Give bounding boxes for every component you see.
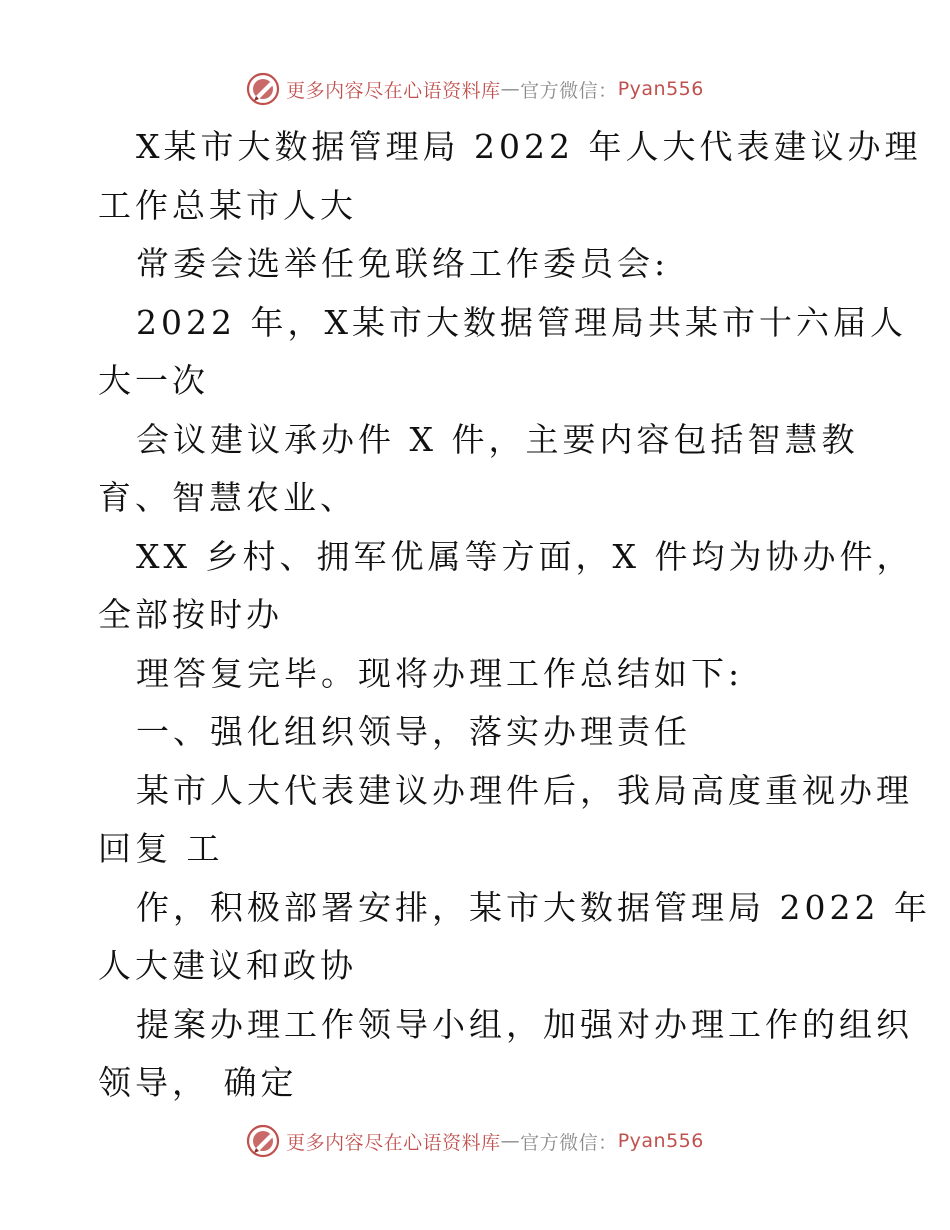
watermark-id: Pyan556 — [617, 1130, 704, 1152]
watermark-text: 更多内容尽在心语资料库 — [286, 1131, 501, 1154]
pen-seal-icon — [246, 72, 280, 106]
body-line: 大一次 — [98, 361, 209, 400]
body-line: 会议建议承办件 X 件，主要内容包括智慧教 — [136, 419, 859, 459]
body-line: 工作总某市人大 — [98, 185, 357, 225]
body-line: 2022 年，X某市大数据管理局共某市十六届人 — [136, 302, 907, 342]
body-line: XX 乡村、拥军优属等方面，X 件均为协办件， — [136, 536, 914, 576]
watermark-separator: — — [500, 78, 521, 100]
body-line: 常委会选举任免联络工作委员会: — [136, 244, 670, 283]
header-watermark — [0, 72, 950, 106]
body-line: X某市大数据管理局 2022 年人大代表建议办理 — [136, 127, 922, 166]
body-line: 某市人大代表建议办理件后，我局高度重视办理 — [136, 770, 913, 810]
body-line: 全部按时办 — [98, 595, 283, 634]
watermark-text: 更多内容尽在心语资料库 — [286, 79, 501, 102]
section-heading: 一、强化组织领导，落实办理责任 — [136, 712, 691, 751]
watermark-separator: — — [500, 1130, 521, 1152]
watermark-id: Pyan556 — [617, 78, 704, 100]
body-line: 理答复完毕。现将办理工作总结如下: — [136, 653, 744, 693]
watermark-label: 官方微信： — [520, 1131, 618, 1154]
pen-seal-icon — [246, 1124, 280, 1158]
footer-watermark — [0, 1124, 950, 1158]
document-body — [98, 118, 931, 1113]
watermark-label: 官方微信： — [520, 79, 618, 102]
body-line: 作，积极部署安排，某市大数据管理局 2022 年 — [136, 887, 931, 927]
body-line: 回复 工 — [98, 829, 224, 868]
body-line: 领导， 确定 — [98, 1063, 298, 1102]
body-line: 人大建议和政协 — [98, 946, 357, 985]
body-line: 育、智慧农业、 — [98, 478, 357, 517]
body-line: 提案办理工作领导小组，加强对办理工作的组织 — [136, 1004, 913, 1044]
